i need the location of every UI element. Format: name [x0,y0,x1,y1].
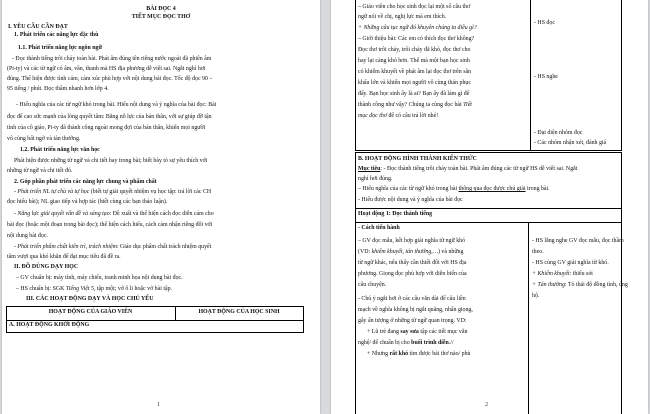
table-cell-line: Đọc thơ trôi chảy, trôi chảy đã khó, đọc thơ cho [358,47,471,53]
table-border [528,222,529,414]
paragraph-line: những từ ngữ và chi tiết đó. [7,168,73,174]
table-cell-line: khấu lớn và khiến mọi người vô cùng thán phục [358,80,471,86]
objective-line: nghỉ hơi đúng. [358,176,393,182]
page-number: 1 [157,402,160,408]
subsection-heading: 1.2. Phát triển năng lực văn học [20,147,100,153]
objective-line: - Hiểu được nội dung và ý nghĩa của bài đọc [358,197,463,203]
student-activity: - Các nhóm nhận xét, đánh giá [534,140,607,146]
paragraph-line: tình của cô giáo, Pi-ty đã thành công ngoài mong đợi của bản thân, khiến mọi người [7,125,206,131]
table-border [355,222,622,223]
student-activity: - HS cùng GV giải nghĩa từ khó. [532,260,609,266]
table-border [355,152,622,153]
table-border [6,332,304,333]
section-heading: III. CÁC HOẠT ĐỘNG DẠY VÀ HỌC CHỦ YẾU [26,296,154,302]
table-border [530,0,531,150]
table-border [303,306,304,333]
table-cell-line: phương. Giọng đọc phù hợp với diễn biến của [358,271,467,277]
procedure-heading: - Cách tiến hành [358,225,400,231]
student-activity: - HS nghe [534,74,558,80]
table-header-student: HOẠT ĐỘNG CỦA HỌC SINH [198,309,280,315]
paragraph-line: đọc hiểu bài); NL giao tiếp và hợp tác (biết cùng các bạn thảo luận). [7,199,168,205]
paragraph-line: đúng. Thể hiện được tình cảm, cảm xúc phù hợp với nội dung bài đọc. Tốc độ đọc 90 – [7,76,213,82]
table-cell-line: (VD: khiếm khuyết, tán thưởng,…) và những [358,249,464,255]
paragraph-line: - Đọc thành tiếng trôi chảy toàn bài. Phát âm đúng tên riêng nước ngoài đã phiên âm [12,56,212,62]
table-cell-line: + Lũ trẻ đang say sưa tập các tiết mục văn [367,329,468,335]
table-cell-line: – Giáo viên cho học sinh đọc lại một số câu thơ [358,4,471,10]
paragraph-line: - Hiểu nghĩa của các từ ngữ khó trong bài. Hiểu nội dung và ý nghĩa của bài đọc: Bài [16,102,217,108]
paragraph-line: (Pi-ty) và các từ ngữ có âm, vần, thanh mà HS địa phương dễ viết sai. Ngắt nghỉ hơi [7,66,206,72]
document-page-2 [331,0,648,414]
section-heading: II. ĐỒ DÙNG DẠY HỌC [14,264,79,270]
activity-heading: B. HOẠT ĐỘNG HÌNH THÀNH KIẾN THỨC [358,156,477,162]
table-cell-line: từ ngữ khác, nếu thấy cần thiết đối với HS địa [358,260,467,266]
paragraph-line: tâm vượt qua khó khăn để đạt mục tiêu đã đề ra. [7,254,121,260]
paragraph-line: đọc để cao sức mạnh của lòng quyết tâm: Bằng nỗ lực của bản thân, với sự giúp đỡ tận [7,114,212,120]
activity-heading: A. HOẠT ĐỘNG KHỞI ĐỘNG [9,322,90,328]
table-border [355,152,356,414]
objective-line: Mục tiêu: - Đọc thành tiếng trôi chảy toàn bài. Phát âm đúng các từ ngữ HS dễ viết sai. Ngắt [358,166,578,172]
lesson-subtitle: TIẾT MỤC ĐỌC THƠ [131,14,191,20]
paragraph-line: 95 tiếng / phút. Đọc thầm nhanh hơn lớp 4. [7,86,109,92]
table-border [6,306,304,307]
section-heading: 2. Góp phần phát triển các năng lực chung và phẩm chất [14,179,157,185]
subsection-heading: 1.1. Phát triển năng lực ngôn ngữ [18,45,102,51]
table-border [355,208,622,209]
paragraph-line: - Phát triển NL tự chủ và tự học (biết tự giải quyết nhiệm vụ học tập: trả lời các CH [14,189,212,195]
table-header-teacher: HOẠT ĐỘNG CỦA GIÁO VIÊN [48,309,133,315]
student-activity: - HS đọc [534,20,555,26]
paragraph-line: - Phát triển phẩm chất kiên trì, trách nhiệm: Giáo dục phẩm chất trách nhiệm quyết [14,244,212,250]
student-activity: hộ. [532,293,540,299]
table-cell-line: ngữ nói về chị, nghị lực mà em thích. [358,14,447,20]
student-activity: theo. [532,249,544,255]
paragraph-line: bài đọc (hoặc một đoạn trong bài đọc); thể hiện cách hiểu, cách cảm nhận riêng đối với [7,222,213,228]
table-cell-line: đấy. Bạn học sinh ấy là ai? Bạn ấy đã làm gì để [358,91,470,97]
table-cell-line: thành công như vậy? Chúng ta cùng đọc bài Tiết [358,102,472,108]
paragraph-line: Phát hiện được những từ ngữ và chi tiết hay trong bài; biết bày tỏ sự yêu thích với [14,158,208,164]
document-page-1 [2,0,320,414]
activity-heading: Hoạt động 1: Đọc thành tiếng [358,211,433,217]
paragraph-line: – GV chuẩn bị: máy tính, máy chiếu, tranh minh họa nội dung bài đọc. [16,275,183,281]
paragraph-line: nội dung bài đọc. [7,233,48,239]
lesson-title: BÀI ĐỌC 4 [146,6,176,12]
objective-line: – Hiểu nghĩa của các từ ngữ khó trong bài thông qua đọc được chú giải trong bài. [358,186,550,192]
table-cell-line: mục đọc thơ để có câu trả lời nhé! [358,113,439,119]
student-activity: - HS lắng nghe GV đọc mẫu, đọc thầm [532,238,624,244]
paragraph-line: – HS chuẩn bị: SGK Tiếng Việt 5, tập một; vở ô li hoặc vở bài tập. [16,286,173,292]
page-number: 2 [485,402,488,408]
student-activity: + Tán thưởng: Tỏ thái độ đồng tình, ủng [532,282,628,288]
table-cell-line: mạch về nghĩa không bị ngắt quãng, nhấn giọng, [358,307,473,313]
paragraph-line: - Năng lực giải quyết vấn đề và sáng tạo: Đề xuất và thể hiện cách đọc diễn cảm cho [14,211,214,217]
table-border [355,0,356,150]
table-cell-line: gây ấn tượng ở những từ ngữ quan trọng. VD: [358,318,467,324]
student-activity: - Đại diện nhóm đọc [534,130,583,136]
table-cell-line: câu chuyện. [358,282,387,288]
paragraph-line: vô cùng bất ngờ và tán thưởng. [7,136,81,142]
table-cell-line: + Nhưng rất khó tìm được bài thơ nào/ phù [367,351,471,357]
section-heading: I. YÊU CẦU CẦN ĐẠT [8,24,68,30]
student-activity: + Khiếm khuyết: thiếu sót [532,271,593,277]
table-cell-line: nghệ/ để chuẩn bị cho buổi trình diễn.// [358,340,454,346]
table-cell-line: – Giới thiệu bài: Các em có thích đọc thơ không? [358,36,475,42]
table-border [355,150,622,151]
table-cell-line: + Những câu tục ngữ đó khuyên chúng ta điều gì? [358,25,477,31]
table-cell-line: hay lại càng khó hơn. Thế mà một bạn học sinh [358,58,470,64]
table-border [6,320,304,321]
table-cell-line: có khiếm khuyết về phát âm lại đọc thơ trên sân [358,69,472,75]
table-border [621,0,622,150]
table-cell-line: – GV đọc mẫu, kết hợp giải nghĩa từ ngữ khó [358,238,466,244]
section-heading: 1. Phát triển các năng lực đặc thù [14,32,99,38]
table-cell-line: - Chú ý ngắt hơi ở các câu văn dài để câu liền [358,296,466,302]
